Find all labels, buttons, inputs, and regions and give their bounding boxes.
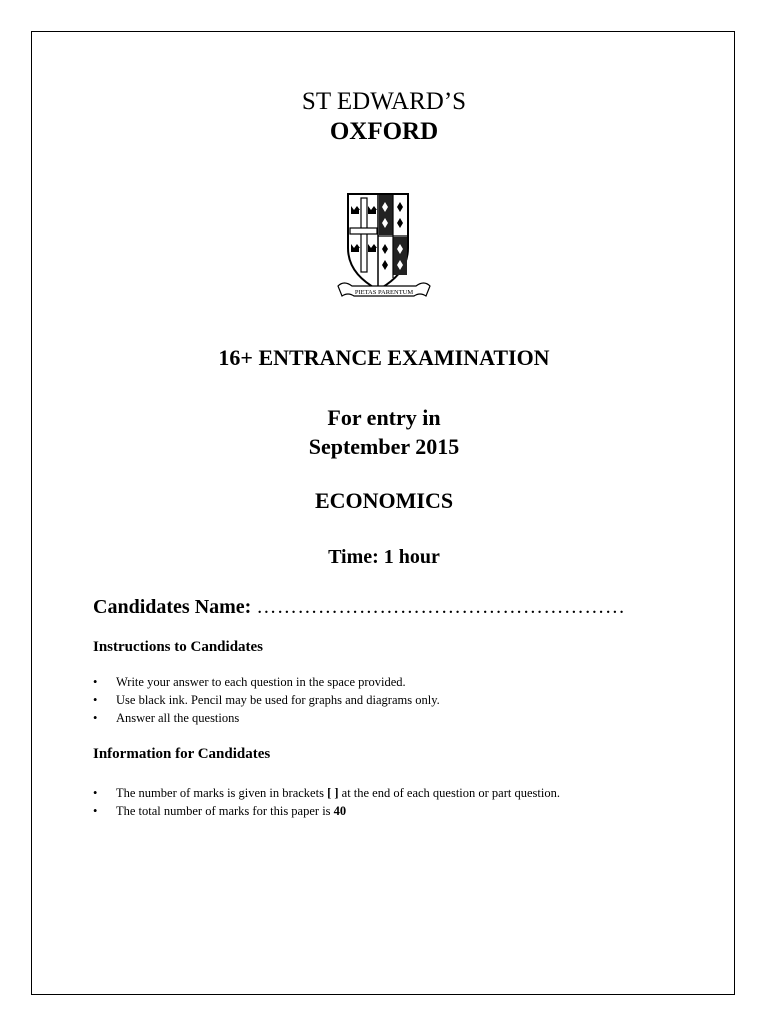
list-item: • Write your answer to each question in the space provided.: [93, 675, 406, 689]
information-list: [93, 784, 560, 820]
entry-line-2: September 2015: [308, 434, 460, 459]
bullet-icon: •: [93, 675, 98, 689]
candidate-name-dotted-line: ………………………………………………: [256, 596, 626, 618]
subject-title: ECONOMICS: [314, 488, 454, 513]
list-item: • The total number of marks for this paper is 40: [93, 804, 347, 818]
total-marks: 40: [333, 804, 347, 818]
entry-line-1: For entry in: [327, 405, 441, 430]
instructions-list: [93, 673, 440, 727]
candidate-name-field: [93, 594, 625, 620]
information-heading: Information for Candidates: [93, 746, 271, 762]
bullet-icon: •: [93, 804, 98, 818]
exam-title: 16+ ENTRANCE EXAMINATION: [218, 345, 550, 370]
school-crest-logo: [334, 190, 434, 302]
list-item: • Answer all the questions: [93, 711, 240, 725]
exam-duration: Time: 1 hour: [328, 546, 440, 568]
school-location: OXFORD: [329, 118, 439, 145]
list-item: • The number of marks is given in brackets [ ] at the end of each question or part question.: [93, 786, 560, 800]
marks-brackets: [ ]: [327, 786, 339, 800]
list-item: • Use black ink. Pencil may be used for graphs and diagrams only.: [93, 693, 440, 707]
bullet-icon: •: [93, 786, 98, 800]
bullet-icon: •: [93, 693, 98, 707]
bullet-icon: •: [93, 711, 98, 725]
instructions-heading: Instructions to Candidates: [93, 639, 264, 655]
crest-motto: PIETAS PARENTUM: [354, 289, 414, 296]
candidate-name-label: Candidates Name:: [93, 596, 252, 618]
school-name: ST EDWARD’S: [301, 88, 467, 115]
